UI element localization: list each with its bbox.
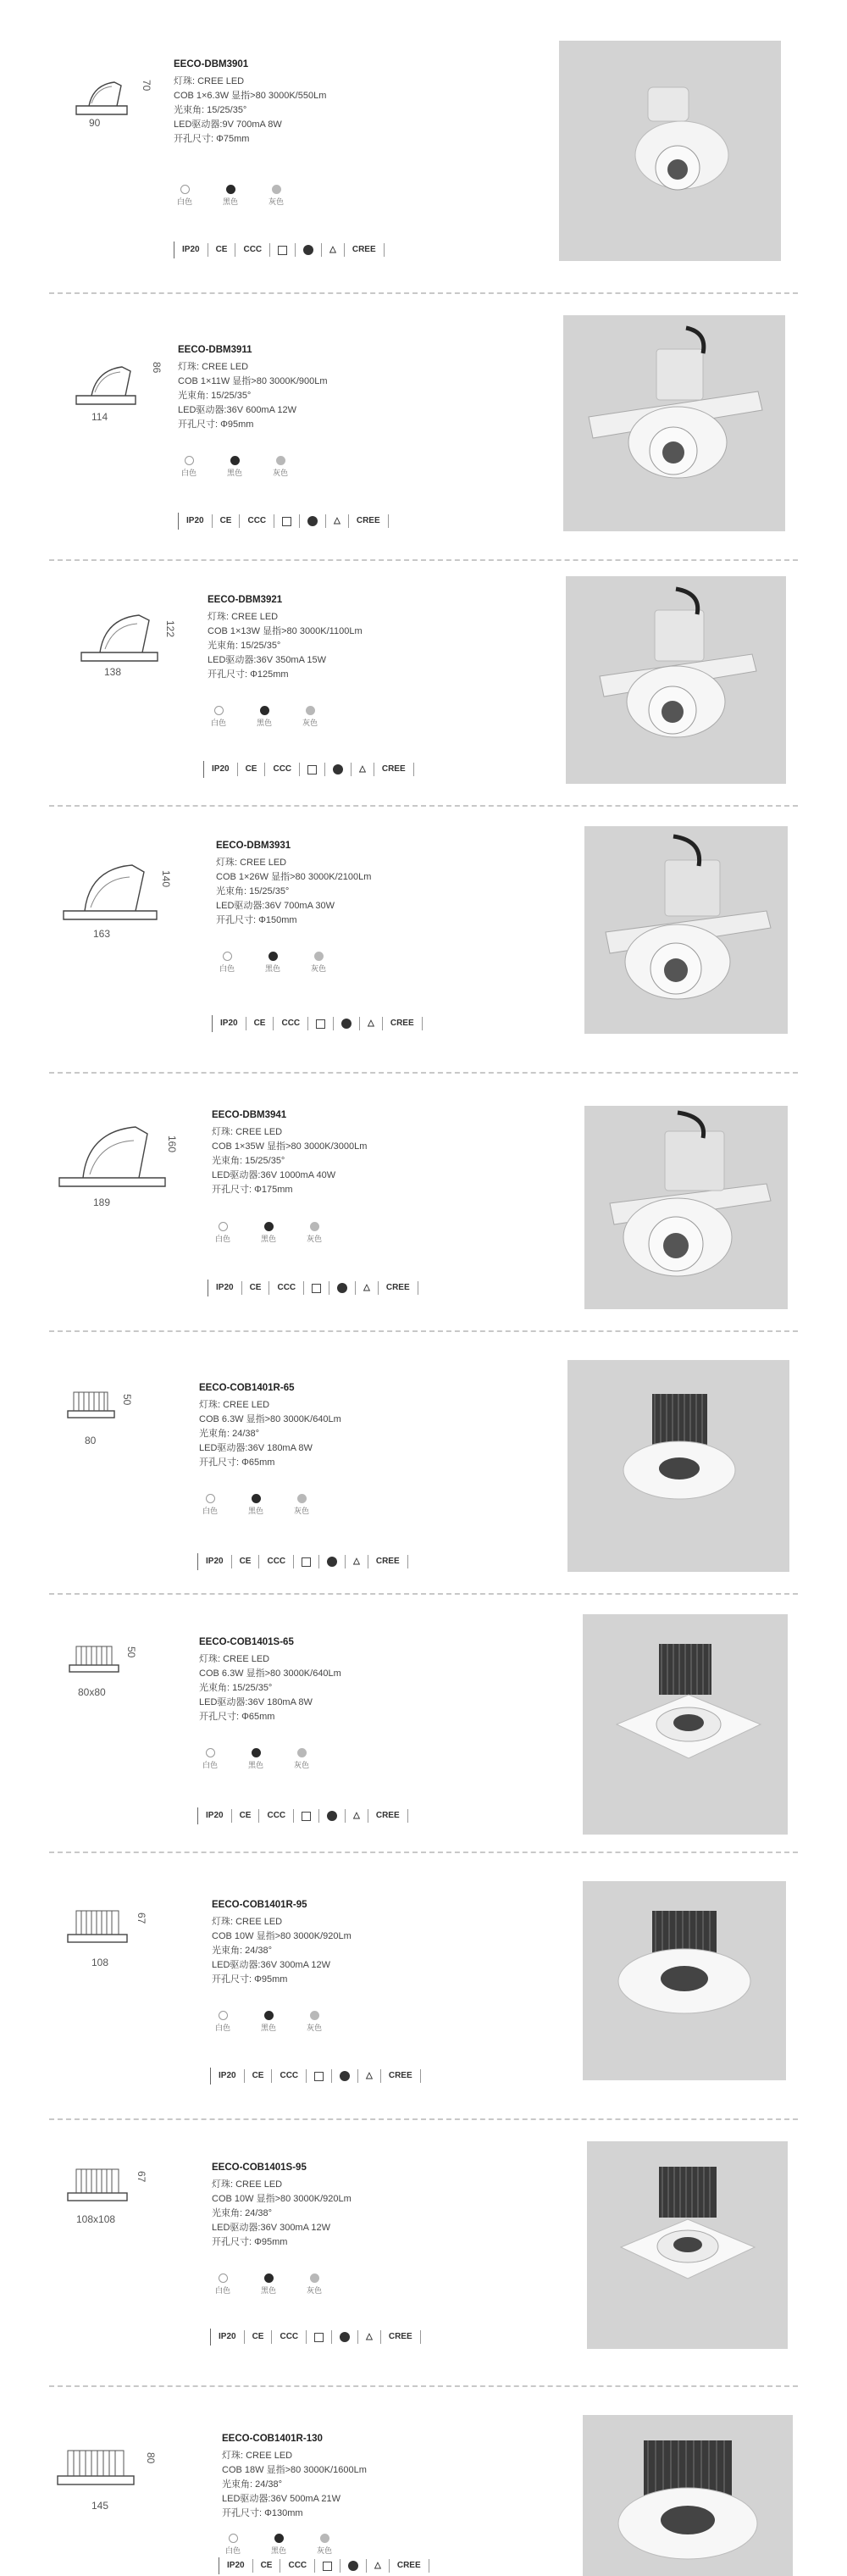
circle-mark-icon [329,1281,356,1295]
square-mark-icon [294,1555,319,1568]
cob-spec: COB 1×6.3W 显指>80 3000K/550Lm [174,91,327,101]
height-dimension: 70 [141,80,152,92]
color-option-gray: 灰色 [272,456,289,478]
model-number: EECO-COB1401S-65 [199,1637,294,1647]
certification-bar [210,2068,421,2085]
product-block [0,2123,847,2381]
ce-label: CE [232,1809,260,1823]
led-spec: 灯珠: CREE LED [199,1400,270,1410]
product-block [0,564,847,813]
ccc-label: CCC [259,1809,294,1823]
cob-spec: COB 1×13W 显指>80 3000K/1100Lm [208,626,363,636]
led-spec: 灯珠: CREE LED [212,1127,283,1137]
cob-spec: COB 6.3W 显指>80 3000K/640Lm [199,1668,341,1679]
circle-mark-icon [334,1017,360,1030]
color-option-white: 白色 [202,1748,219,1770]
led-spec: 灯珠: CREE LED [212,1917,283,1927]
cree-label: CREE [383,1017,423,1030]
cree-label: CREE [374,763,414,776]
cree-label: CREE [390,2559,429,2573]
color-options [219,952,327,974]
product-photo [587,2141,788,2349]
driver-spec: LED驱动器:36V 180mA 8W [199,1697,313,1707]
width-dimension: 90 [89,117,101,129]
square-mark-icon [294,1809,319,1823]
cutout-spec: 开孔尺寸: Φ65mm [199,1457,275,1468]
color-option-black: 黑色 [264,952,281,974]
ccc-label: CCC [274,1017,308,1030]
beam-angle-spec: 光束角: 15/25/35° [174,105,247,115]
width-dimension: 145 [91,2500,109,2512]
circle-mark-icon [296,243,322,257]
triangle-recycle-icon: △ [322,243,345,257]
model-number: EECO-DBM3921 [208,595,283,605]
model-number: EECO-DBM3941 [212,1110,287,1120]
color-option-white: 白色 [214,2011,231,2033]
product-photo [566,576,786,784]
product-block [0,1597,847,1856]
cob-spec: COB 6.3W 显指>80 3000K/640Lm [199,1414,341,1424]
triangle-recycle-icon: △ [367,2559,390,2573]
product-block [0,2385,847,2576]
triangle-recycle-icon: △ [352,763,374,776]
product-block [0,1076,847,1330]
color-option-black: 黑色 [260,1222,277,1244]
product-photo [583,1614,788,1835]
ce-label: CE [246,1017,274,1030]
dimension-drawing [51,1102,178,1208]
cob-spec: COB 1×11W 显指>80 3000K/900Lm [178,376,328,386]
color-options [210,706,318,728]
color-option-white: 白色 [214,1222,231,1244]
led-spec: 灯珠: CREE LED [212,2179,283,2190]
beam-angle-spec: 光束角: 24/38° [212,1946,273,1956]
product-photo [567,1360,789,1572]
cutout-spec: 开孔尺寸: Φ130mm [222,2508,303,2518]
certification-bar [178,513,389,530]
cree-label: CREE [368,1809,408,1823]
width-dimension: 138 [104,666,122,678]
product-photo [583,2415,793,2576]
color-option-gray: 灰色 [268,185,285,207]
certification-bar [197,1553,408,1570]
beam-angle-spec: 光束角: 15/25/35° [178,391,252,401]
ce-label: CE [208,243,236,257]
certification-bar [174,242,385,258]
ce-label: CE [242,1281,270,1295]
square-mark-icon [308,1017,334,1030]
cutout-spec: 开孔尺寸: Φ175mm [212,1185,293,1195]
cutout-spec: 开孔尺寸: Φ150mm [216,915,297,925]
square-mark-icon [307,2330,332,2344]
cree-label: CREE [379,1281,418,1295]
ip20-label: IP20 [208,1281,242,1295]
color-options [202,1748,310,1770]
beam-angle-spec: 光束角: 15/25/35° [212,1156,285,1166]
triangle-recycle-icon: △ [346,1555,368,1568]
square-mark-icon [307,2069,332,2083]
color-option-white: 白色 [176,185,193,207]
circle-mark-icon [332,2330,358,2344]
product-block [0,1335,847,1593]
ce-label: CE [245,2330,273,2344]
ccc-label: CCC [259,1555,294,1568]
color-option-white: 白色 [210,706,227,728]
driver-spec: LED驱动器:36V 700mA 30W [216,901,335,911]
ccc-label: CCC [280,2559,315,2573]
color-option-gray: 灰色 [316,2534,333,2556]
product-photo [563,315,785,531]
section-divider [49,1852,798,1853]
ip20-label: IP20 [211,2069,245,2083]
cree-label: CREE [381,2330,421,2344]
model-number: EECO-DBM3901 [174,59,249,69]
height-dimension: 140 [160,870,172,888]
certification-bar [210,2329,421,2346]
spec-block [208,593,363,682]
product-block [0,1856,847,2118]
color-options [214,1222,323,1244]
cutout-spec: 开孔尺寸: Φ95mm [212,2237,288,2247]
color-option-black: 黑色 [260,2011,277,2033]
color-option-black: 黑色 [247,1748,264,1770]
ip20-label: IP20 [211,2330,245,2344]
triangle-recycle-icon: △ [356,1281,379,1295]
color-option-white: 白色 [180,456,197,478]
ce-label: CE [232,1555,260,1568]
ip20-label: IP20 [213,1017,246,1030]
cutout-spec: 开孔尺寸: Φ75mm [174,134,250,144]
color-option-white: 白色 [224,2534,241,2556]
driver-spec: LED驱动器:36V 300mA 12W [212,2223,331,2233]
triangle-recycle-icon: △ [360,1017,383,1030]
led-spec: 灯珠: CREE LED [222,2451,293,2461]
width-dimension: 108 [91,1957,109,1968]
height-dimension: 50 [125,1646,137,1658]
beam-angle-spec: 光束角: 24/38° [222,2479,283,2490]
beam-angle-spec: 光束角: 15/25/35° [199,1683,273,1693]
product-photo [559,41,781,261]
triangle-recycle-icon: △ [326,514,349,528]
section-divider [49,1072,798,1074]
certification-bar [203,761,414,778]
section-divider [49,1593,798,1595]
color-option-gray: 灰色 [293,1494,310,1516]
color-option-white: 白色 [219,952,235,974]
ce-label: CE [245,2069,273,2083]
circle-mark-icon [300,514,326,528]
model-number: EECO-DBM3931 [216,841,291,851]
spec-block [199,1381,341,1470]
color-option-white: 白色 [202,1494,219,1516]
dimension-drawing [59,2161,186,2262]
cob-spec: COB 1×26W 显指>80 3000K/2100Lm [216,872,372,882]
color-option-black: 黑色 [247,1494,264,1516]
led-spec: 灯珠: CREE LED [174,76,245,86]
certification-bar [212,1015,423,1032]
dimension-drawing [59,1640,186,1741]
ce-label: CE [213,514,241,528]
cree-label: CREE [368,1555,408,1568]
width-dimension: 163 [93,928,111,940]
model-number: EECO-DBM3911 [178,345,252,355]
square-mark-icon [270,243,296,257]
beam-angle-spec: 光束角: 15/25/35° [208,641,281,651]
square-mark-icon [300,763,325,776]
driver-spec: LED驱动器:36V 600mA 12W [178,405,297,415]
section-divider [49,2118,798,2120]
ip20-label: IP20 [198,1809,232,1823]
model-number: EECO-COB1401R-65 [199,1383,295,1393]
ccc-label: CCC [272,2069,307,2083]
circle-mark-icon [332,2069,358,2083]
spec-block [212,1108,367,1197]
driver-spec: LED驱动器:36V 350mA 15W [208,655,327,665]
certification-bar [197,1807,408,1824]
section-divider [49,805,798,807]
triangle-recycle-icon: △ [358,2069,381,2083]
spec-block [199,1635,341,1724]
ce-label: CE [253,2559,281,2573]
cree-label: CREE [381,2069,421,2083]
cree-label: CREE [349,514,389,528]
dimension-drawing [51,2440,178,2542]
color-options [180,456,289,478]
square-mark-icon [274,514,300,528]
cutout-spec: 开孔尺寸: Φ125mm [208,669,289,680]
product-block [0,809,847,1063]
color-option-gray: 灰色 [306,2273,323,2296]
spec-block [222,2432,367,2521]
section-divider [49,292,798,294]
height-dimension: 67 [136,1913,147,1924]
beam-angle-spec: 光束角: 24/38° [212,2208,273,2218]
driver-spec: LED驱动器:36V 180mA 8W [199,1443,313,1453]
color-option-black: 黑色 [222,185,239,207]
ccc-label: CCC [235,243,270,257]
ip20-label: IP20 [219,2559,253,2573]
spec-block [216,839,371,928]
color-option-gray: 灰色 [306,1222,323,1244]
cob-spec: COB 10W 显指>80 3000K/920Lm [212,2194,352,2204]
product-photo [583,1881,786,2080]
height-dimension: 50 [121,1394,133,1406]
height-dimension: 160 [166,1135,178,1153]
color-option-white: 白色 [214,2273,231,2296]
height-dimension: 67 [136,2171,147,2183]
color-option-gray: 灰色 [310,952,327,974]
led-spec: 灯珠: CREE LED [178,362,249,372]
width-dimension: 80 [85,1435,97,1446]
led-spec: 灯珠: CREE LED [199,1654,270,1664]
height-dimension: 86 [151,362,163,374]
triangle-recycle-icon: △ [358,2330,381,2344]
square-mark-icon [304,1281,329,1295]
ccc-label: CCC [272,2330,307,2344]
model-number: EECO-COB1401S-95 [212,2162,307,2173]
color-option-black: 黑色 [226,456,243,478]
color-options [202,1494,310,1516]
triangle-recycle-icon: △ [346,1809,368,1823]
beam-angle-spec: 光束角: 24/38° [199,1429,260,1439]
square-mark-icon [315,2559,340,2573]
dimension-drawing [75,593,202,695]
dimension-drawing [55,843,182,945]
height-dimension: 80 [145,2452,157,2464]
cob-spec: COB 1×35W 显指>80 3000K/3000Lm [212,1141,368,1152]
product-block [0,297,847,551]
led-spec: 灯珠: CREE LED [208,612,279,622]
cob-spec: COB 10W 显指>80 3000K/920Lm [212,1931,352,1941]
spec-block [178,343,328,432]
dimension-drawing [59,1902,186,2004]
width-dimension: 114 [91,411,108,423]
spec-block [212,2161,352,2250]
circle-mark-icon [319,1555,346,1568]
width-dimension: 80x80 [78,1686,106,1698]
color-options [214,2011,323,2033]
cutout-spec: 开孔尺寸: Φ95mm [212,1974,288,1985]
color-options [176,185,285,207]
model-number: EECO-COB1401R-130 [222,2434,323,2444]
product-photo [584,1106,788,1309]
color-option-black: 黑色 [256,706,273,728]
ip20-label: IP20 [179,514,213,528]
driver-spec: LED驱动器:9V 700mA 8W [174,119,282,130]
color-options [214,2273,323,2296]
ce-label: CE [238,763,266,776]
led-spec: 灯珠: CREE LED [216,858,287,868]
dimension-drawing [55,1385,182,1487]
color-option-gray: 灰色 [293,1748,310,1770]
cree-label: CREE [345,243,385,257]
spec-block [174,58,326,147]
height-dimension: 122 [164,620,176,638]
width-dimension: 189 [93,1196,111,1208]
color-option-gray: 灰色 [302,706,318,728]
certification-bar [208,1280,418,1296]
width-dimension: 108x108 [76,2213,116,2225]
section-divider [49,559,798,561]
ip20-label: IP20 [174,243,208,257]
driver-spec: LED驱动器:36V 1000mA 40W [212,1170,336,1180]
product-block [0,0,847,280]
model-number: EECO-COB1401R-95 [212,1900,307,1910]
driver-spec: LED驱动器:36V 500mA 21W [222,2494,341,2504]
circle-mark-icon [319,1809,346,1823]
color-option-black: 黑色 [270,2534,287,2556]
spec-block [212,1898,352,1987]
driver-spec: LED驱动器:36V 300mA 12W [212,1960,331,1970]
circle-mark-icon [325,763,352,776]
dimension-drawing [68,343,195,445]
ccc-label: CCC [265,763,300,776]
color-option-gray: 灰色 [306,2011,323,2033]
section-divider [49,1330,798,1332]
ip20-label: IP20 [204,763,238,776]
ip20-label: IP20 [198,1555,232,1568]
certification-bar [219,2557,429,2574]
cutout-spec: 开孔尺寸: Φ65mm [199,1712,275,1722]
cob-spec: COB 18W 显指>80 3000K/1600Lm [222,2465,367,2475]
color-option-black: 黑色 [260,2273,277,2296]
product-photo [584,826,788,1034]
circle-mark-icon [340,2559,367,2573]
ccc-label: CCC [269,1281,304,1295]
beam-angle-spec: 光束角: 15/25/35° [216,886,290,897]
cutout-spec: 开孔尺寸: Φ95mm [178,419,254,430]
color-options [224,2534,333,2556]
ccc-label: CCC [240,514,274,528]
